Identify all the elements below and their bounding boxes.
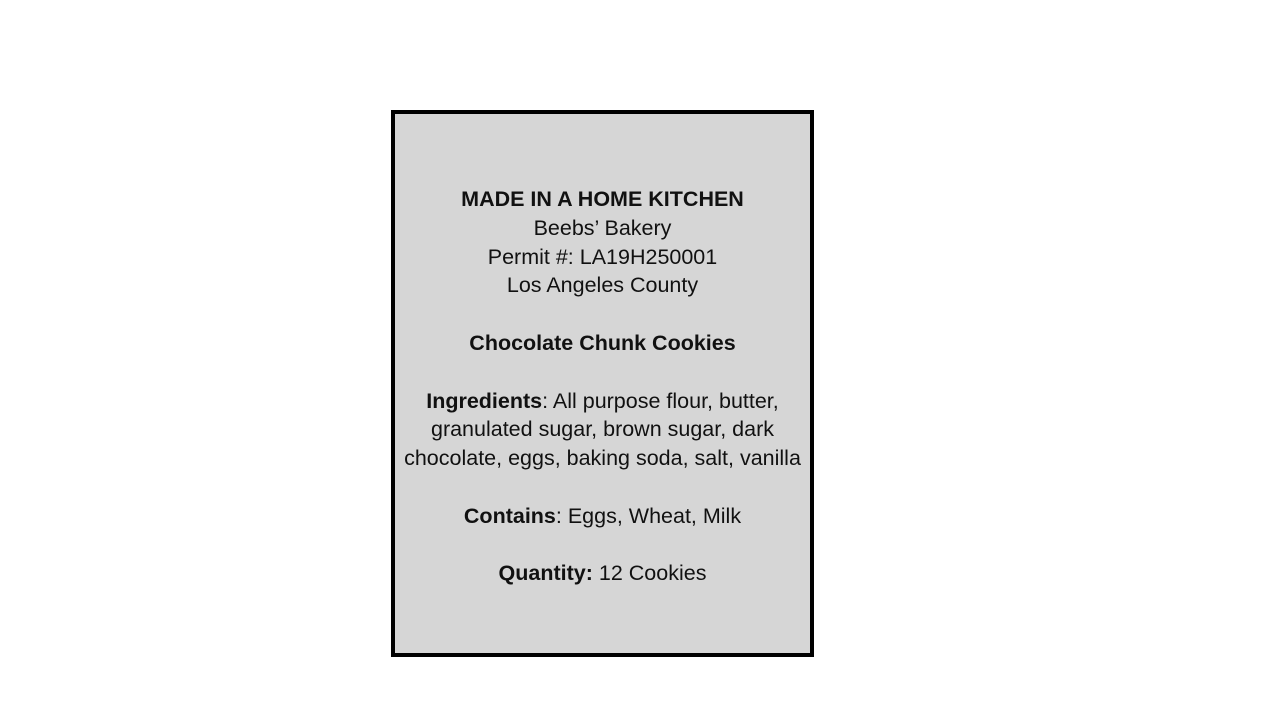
label-content: [395, 185, 810, 588]
contains-value: : Eggs, Wheat, Milk: [555, 503, 742, 528]
ingredients-line-1: [395, 387, 810, 416]
contains-line: [395, 502, 810, 531]
quantity-value: 12 Cookies: [592, 561, 707, 586]
spacer: [395, 473, 810, 502]
spacer: [395, 358, 810, 387]
permit-number: Permit #: LA19H250001: [487, 244, 718, 269]
spacer: [395, 531, 810, 560]
business-name: Beebs’ Bakery: [533, 215, 672, 240]
county-name: Los Angeles County: [506, 273, 699, 298]
product-name: Chocolate Chunk Cookies: [469, 330, 736, 355]
ingredients-line-2: granulated sugar, brown sugar, dark: [430, 417, 775, 442]
contains-label: Contains: [463, 503, 556, 528]
ingredients-text-1: : All purpose flour, butter,: [542, 388, 779, 413]
cottage-food-label: [391, 110, 814, 657]
ingredients-line-3: chocolate, eggs, baking soda, salt, vanilla: [404, 446, 801, 471]
label-header: MADE IN A HOME KITCHEN: [461, 187, 744, 211]
ingredients-label: Ingredients: [426, 388, 543, 413]
quantity-line: [395, 559, 810, 588]
quantity-label: Quantity:: [498, 561, 593, 586]
spacer: [395, 300, 810, 329]
